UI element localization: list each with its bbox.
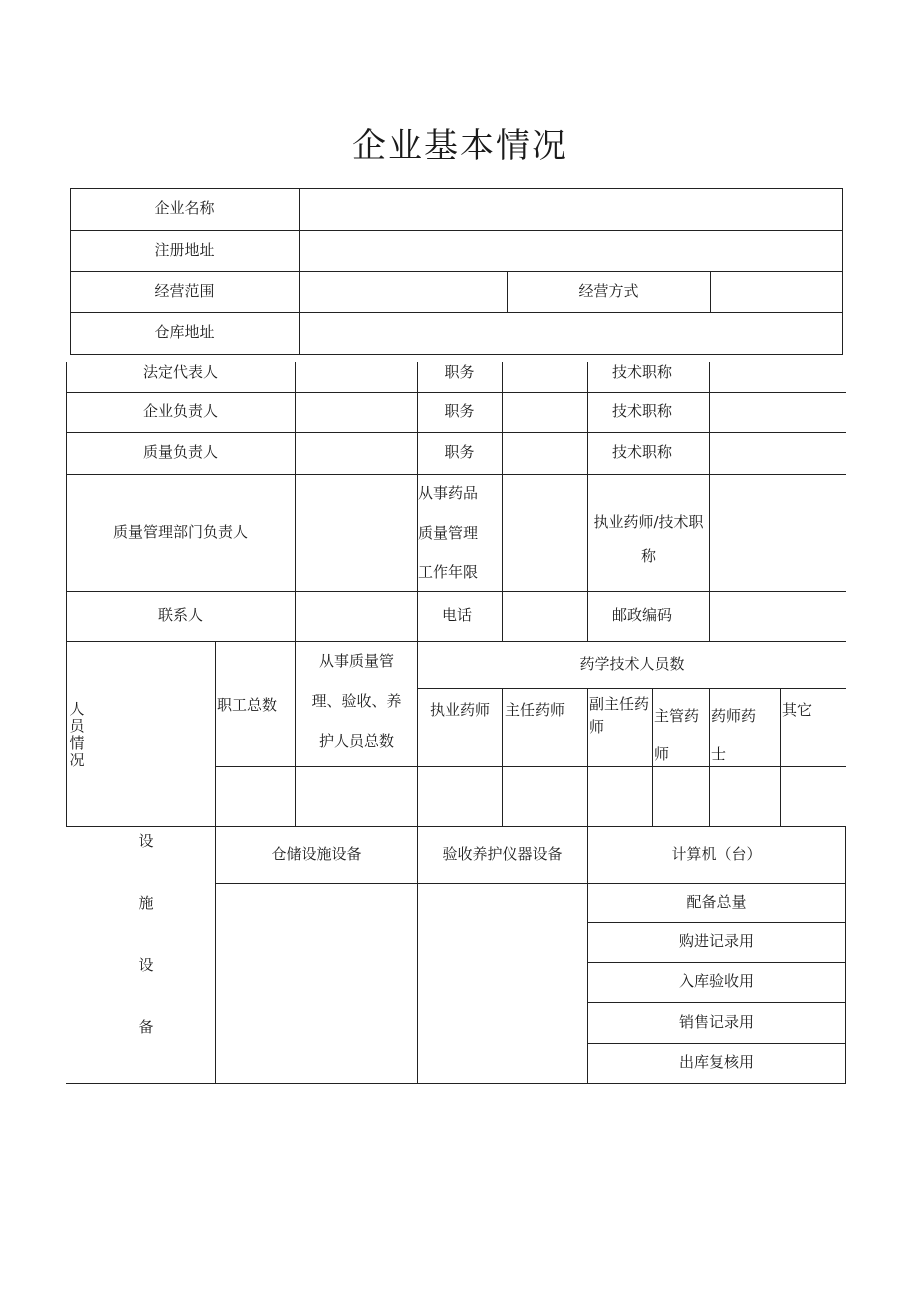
quality-head-title-field[interactable]	[710, 433, 845, 474]
label-computers-sales: 销售记录用	[678, 1012, 754, 1031]
label-facilities-char-1: 设	[138, 832, 154, 851]
company-head-position-field[interactable]	[503, 393, 587, 432]
label-other: 其它	[782, 701, 813, 719]
chief-pharmacist-field[interactable]	[503, 767, 587, 826]
total-staff-field[interactable]	[216, 767, 295, 826]
label-business-scope: 经营范围	[154, 281, 215, 300]
label-tech-title: 技术职称	[611, 402, 672, 421]
other-field[interactable]	[781, 767, 845, 826]
label-company-head: 企业负责人	[142, 402, 218, 421]
qm-dept-head-field[interactable]	[296, 475, 417, 591]
label-qm-staff: 从事质量管 理、验收、养 护人员总数	[311, 652, 402, 750]
registered-address-field[interactable]	[300, 231, 842, 271]
label-work-years: 从事药品 质量管理 工作年限	[418, 484, 479, 581]
licensed-pharmacist-field[interactable]	[418, 767, 502, 826]
storage-equipment-field[interactable]	[216, 884, 417, 1083]
label-facilities-char-2: 施	[138, 894, 154, 913]
label-computers-total: 配备总量	[686, 892, 747, 911]
qm-staff-field[interactable]	[296, 767, 417, 826]
label-computers: 计算机（台）	[671, 844, 762, 863]
label-tech-title: 技术职称	[611, 443, 672, 462]
label-storage-equipment: 仓储设施设备	[271, 844, 362, 863]
business-scope-field[interactable]	[300, 272, 507, 312]
legal-rep-field[interactable]	[296, 356, 417, 392]
label-qm-dept-head: 质量管理部门负责人	[112, 522, 248, 541]
label-pharmacist: 药师药 士	[711, 707, 757, 763]
label-quality-head: 质量负责人	[142, 443, 218, 462]
label-personnel: 人员情况	[69, 700, 85, 769]
label-legal-rep: 法定代表人	[142, 363, 218, 382]
label-pharma-staff: 药学技术人员数	[579, 654, 685, 673]
label-supervisor: 主管药 师	[654, 707, 700, 763]
label-company-name: 企业名称	[154, 199, 215, 218]
label-facilities-char-3: 设	[138, 956, 154, 975]
label-business-mode: 经营方式	[578, 281, 639, 300]
label-licensed-pharmacist: 执业药师	[430, 701, 491, 719]
label-contact: 联系人	[157, 606, 203, 625]
warehouse-address-field[interactable]	[300, 313, 842, 354]
work-years-field[interactable]	[503, 475, 587, 591]
legal-rep-position-field[interactable]	[503, 356, 587, 392]
legal-rep-title-field[interactable]	[710, 356, 845, 392]
table-border	[845, 826, 846, 1084]
contact-field[interactable]	[296, 592, 417, 641]
label-total-staff: 职工总数	[217, 696, 278, 714]
supervisor-field[interactable]	[653, 767, 709, 826]
label-chief-pharmacist: 主任药师	[505, 701, 566, 719]
label-computers-outbound: 出库复核用	[678, 1053, 754, 1072]
label-postal-code: 邮政编码	[611, 606, 672, 625]
postal-code-field[interactable]	[710, 592, 845, 641]
company-head-title-field[interactable]	[710, 393, 845, 432]
table-border	[66, 1083, 846, 1084]
label-computers-purchase: 购进记录用	[678, 932, 754, 951]
business-mode-field[interactable]	[711, 272, 842, 312]
inspection-equipment-field[interactable]	[418, 884, 587, 1083]
table-border	[66, 641, 67, 827]
label-phone: 电话	[441, 606, 472, 625]
company-head-field[interactable]	[296, 393, 417, 432]
quality-head-position-field[interactable]	[503, 433, 587, 474]
table-border	[842, 188, 843, 355]
label-deputy-chief: 副主任药 师	[589, 695, 650, 736]
page-title: 企业基本情况	[352, 126, 568, 166]
deputy-chief-field[interactable]	[588, 767, 652, 826]
label-computers-receiving: 入库验收用	[678, 972, 754, 991]
label-inspection-equipment: 验收养护仪器设备	[442, 844, 563, 863]
label-position: 职务	[444, 363, 475, 382]
label-licensed-title: 执业药师/技术职 称	[593, 513, 704, 565]
phone-field[interactable]	[503, 592, 587, 641]
label-tech-title: 技术职称	[611, 363, 672, 382]
label-position: 职务	[444, 443, 475, 462]
label-position: 职务	[444, 402, 475, 421]
label-warehouse-address: 仓库地址	[154, 323, 215, 342]
pharmacist-field[interactable]	[710, 767, 780, 826]
quality-head-field[interactable]	[296, 433, 417, 474]
company-name-field[interactable]	[300, 189, 842, 230]
licensed-title-field[interactable]	[710, 475, 845, 591]
label-facilities-char-4: 备	[138, 1018, 154, 1037]
label-registered-address: 注册地址	[154, 240, 215, 259]
table-border	[417, 688, 846, 689]
